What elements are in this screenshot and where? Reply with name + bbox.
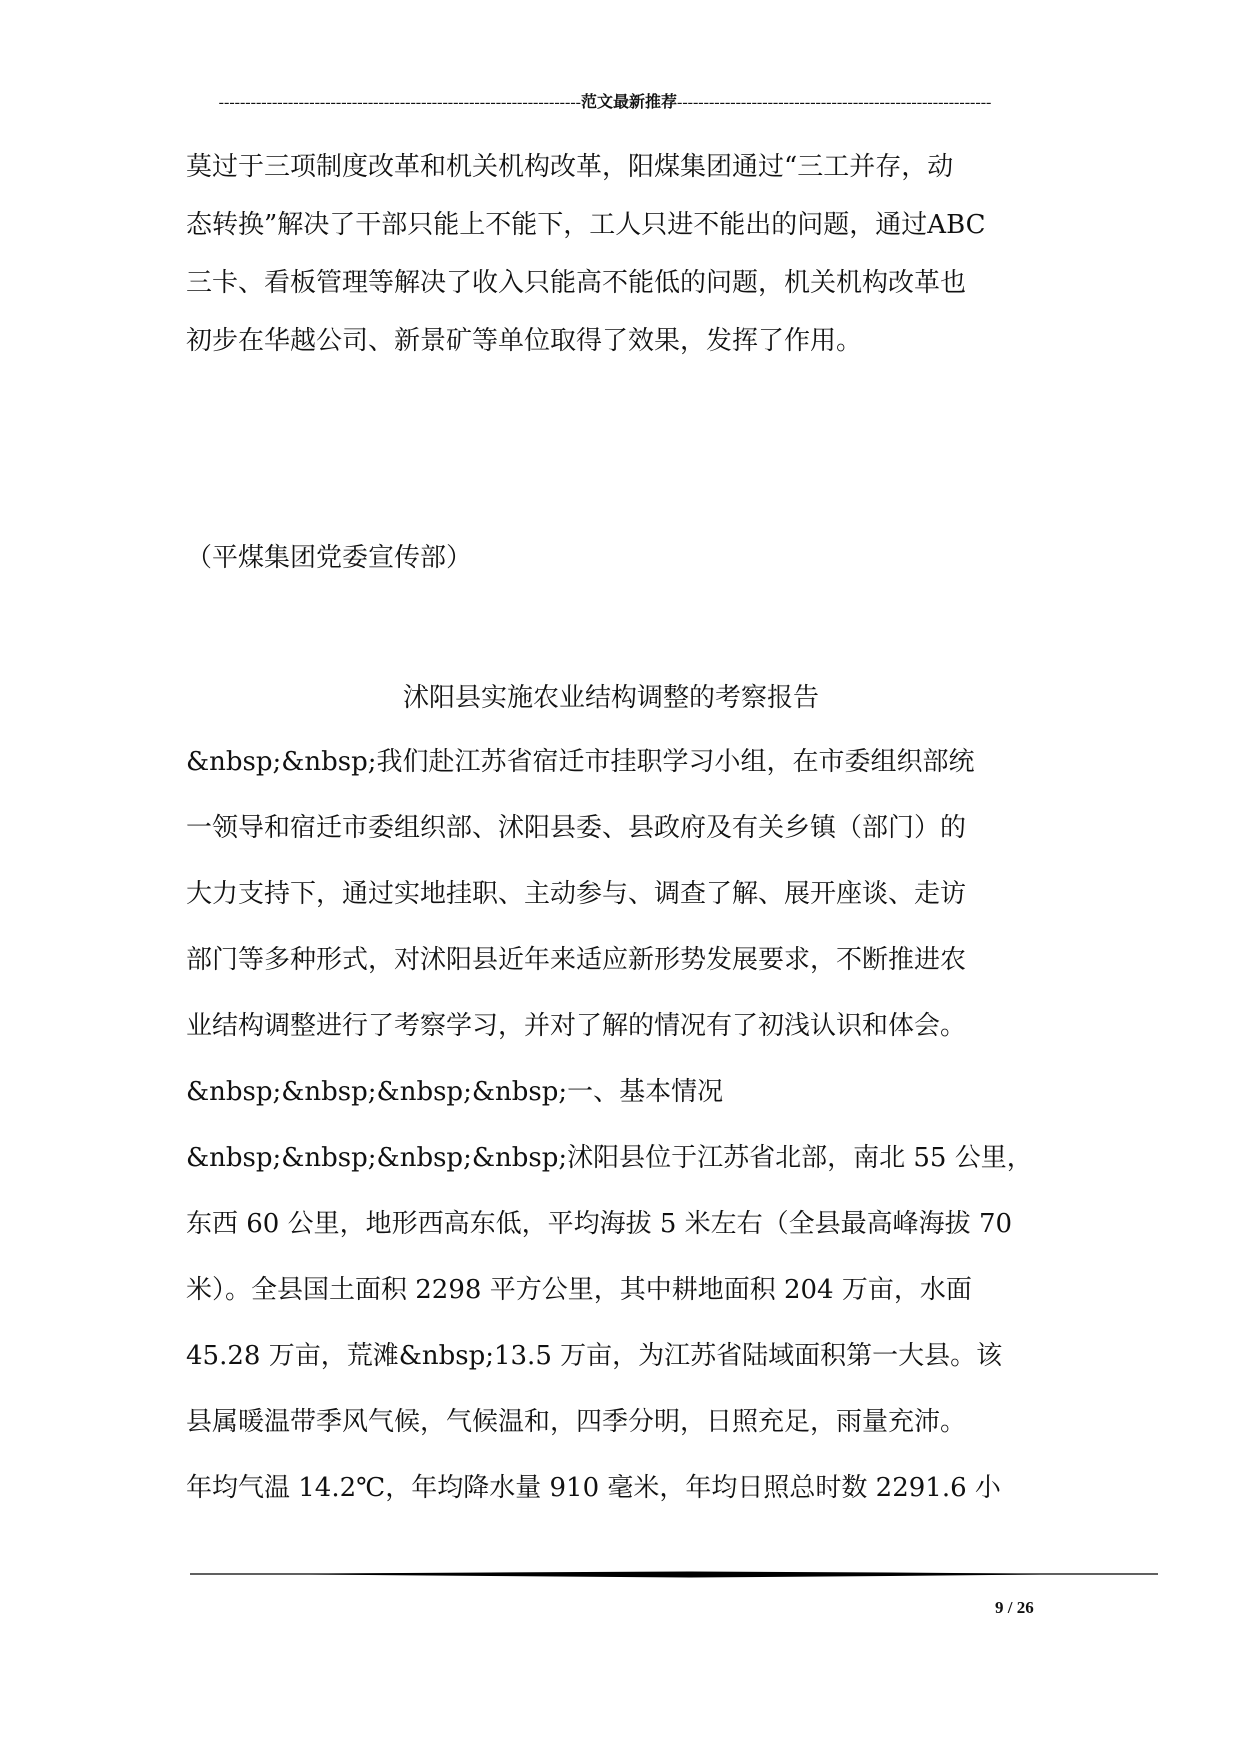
- paragraph-line: 年均气温 14.2℃，年均降水量 910 毫米，年均日照总时数 2291.6 小: [186, 1473, 1001, 1503]
- paragraph-line: 东西 60 公里，地形西高东低，平均海拔 5 米左右（全县最高峰海拔 70: [186, 1209, 1013, 1239]
- header-dashes-left: --------------------------------------------------------------------: [218, 94, 581, 111]
- section-heading: &nbsp;&nbsp;&nbsp;&nbsp;一、基本情况: [186, 1077, 724, 1107]
- page-number: 9 / 26: [995, 1598, 1034, 1617]
- page-header: [185, 88, 1025, 118]
- header-dashes-right: -----------------------------------------------------------: [676, 94, 992, 111]
- paragraph-line: 45.28 万亩，荒滩&nbsp;13.5 万亩，为江苏省陆域面积第一大县。该: [186, 1341, 1003, 1371]
- paragraph-line: 县属暖温带季风气候，气候温和，四季分明，日照充足，雨量充沛。: [186, 1407, 967, 1437]
- paragraph-line: 莫过于三项制度改革和机关机构改革，阳煤集团通过“三工并存，动: [186, 152, 954, 182]
- paragraph-line: 初步在华越公司、新景矿等单位取得了效果，发挥了作用。: [186, 326, 863, 356]
- paragraph-line: &nbsp;&nbsp;我们赴江苏省宿迁市挂职学习小组，在市委组织部统: [186, 747, 975, 777]
- attribution: （平煤集团党委宣传部）: [186, 543, 473, 573]
- footer-rule: [190, 1571, 1158, 1578]
- paragraph-line: 大力支持下，通过实地挂职、主动参与、调查了解、展开座谈、走访: [186, 879, 967, 909]
- paragraph-line: 部门等多种形式，对沭阳县近年来适应新形势发展要求，不断推进农: [186, 945, 967, 975]
- paragraph-line: &nbsp;&nbsp;&nbsp;&nbsp;沭阳县位于江苏省北部，南北 55 公里，: [186, 1143, 1033, 1173]
- paragraph-line: 一领导和宿迁市委组织部、沭阳县委、县政府及有关乡镇（部门）的: [186, 813, 967, 843]
- report-title: 沭阳县实施农业结构调整的考察报告: [402, 683, 819, 713]
- paragraph-line: 态转换”解决了干部只能上不能下，工人只进不能出的问题，通过ABC: [186, 210, 986, 240]
- paragraph-line: 三卡、看板管理等解决了收入只能高不能低的问题，机关机构改革也: [186, 268, 967, 298]
- paragraph-line: 业结构调整进行了考察学习，并对了解的情况有了初浅认识和体会。: [186, 1011, 967, 1041]
- header-title: 范文最新推荐: [580, 94, 677, 111]
- paragraph-line: 米）。全县国土面积 2298 平方公里，其中耕地面积 204 万亩，水面: [186, 1275, 972, 1305]
